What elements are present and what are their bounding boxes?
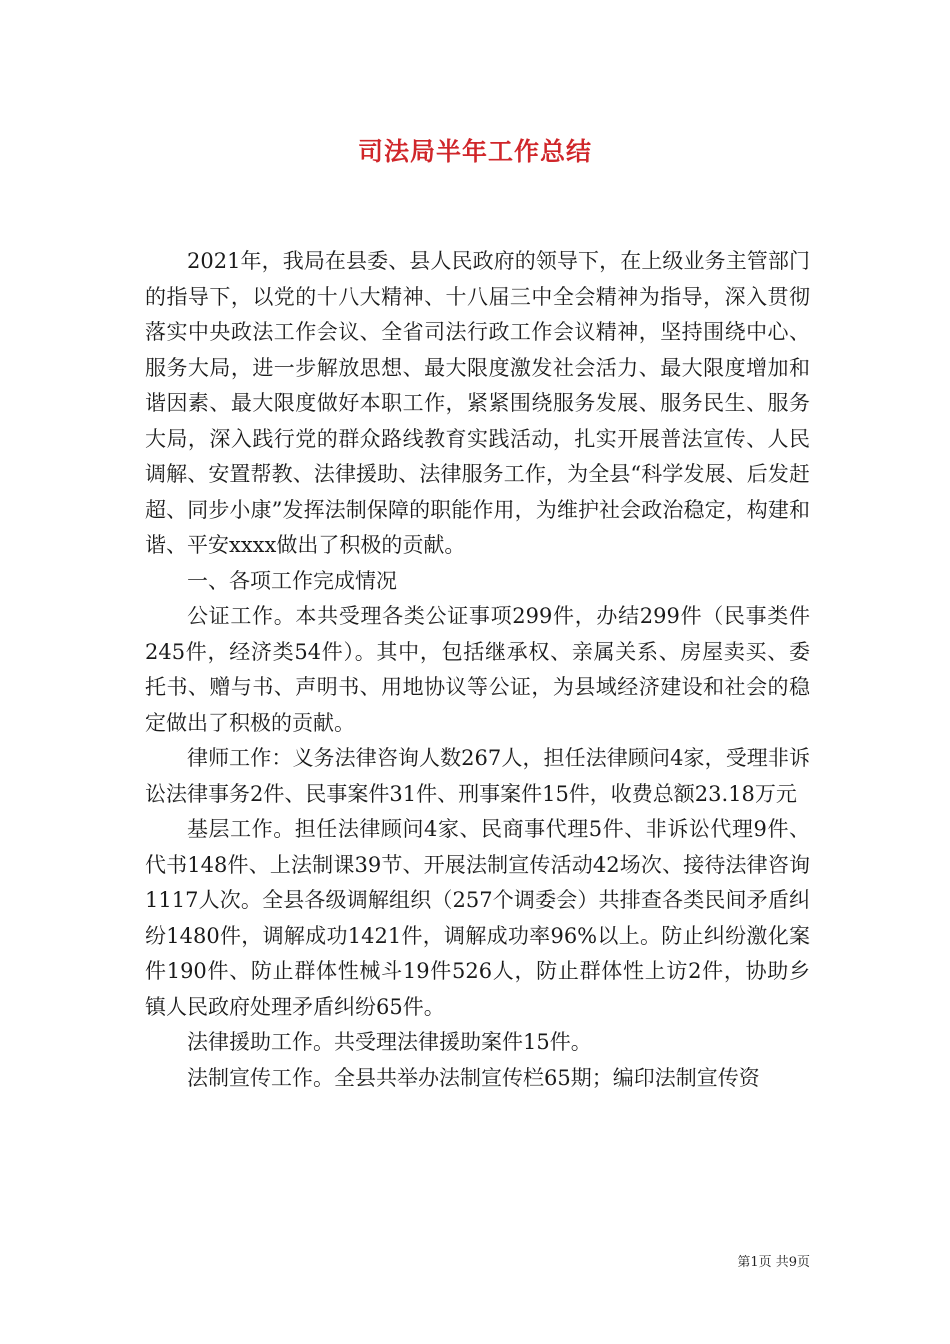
document-body (145, 244, 810, 1096)
paragraph-lawyer: 律师工作：义务法律咨询人数267人，担任法律顾问4家，受理非诉讼法律事务2件、民事案件31件、刑事案件15件，收费总额23.18万元 (145, 746, 810, 806)
page-number: 第1页 共9页 (737, 1255, 810, 1270)
paragraph-legal-aid: 法律援助工作。共受理法律援助案件15件。 (187, 1030, 592, 1054)
section-heading: 一、各项工作完成情况 (187, 568, 397, 593)
page-title: 司法局半年工作总结 (357, 137, 592, 166)
paragraph-publicity: 法制宣传工作。全县共举办法制宣传栏65期；编印法制宣传资 (187, 1065, 760, 1090)
paragraph-intro: 2021年，我局在县委、县人民政府的领导下，在上级业务主管部门的指导下，以党的十八大精神、十八届三中全会精神为指导，深入贯彻落实中央政法工作会议、全省司法行政工作会议精神，坚持围绕中心、服务大局，进一步解放思想、最大限度激发社会活力、最大限度增加和谐因素、最大限度做好本职工作，紧紧围绕服务发展、服务民生、服务大局，深入践行党的群众路线教育实践活动，扎实开展普法宣传、人民调解、安置帮教、法律援助、法律服务工作，为全县“科学发展、后发赶超、同步小康”发挥法制保障的职能作用，为维护社会政治稳定，构建和谐、平安xxxx做出了积极的贡献。 (145, 249, 810, 557)
paragraph-grassroots: 基层工作。担任法律顾问4家、民商事代理5件、非诉讼代理9件、代书148件、上法制课39节、开展法制宣传活动42场次、接待法律咨询1117人次。全县各级调解组织（257个调委会）共排查各类民间矛盾纠纷1480件，调解成功1421件，调解成功率96%以上。防止纠纷激化案件190件、防止群体性械斗19件526人，防止群体性上访2件，协助乡镇人民政府处理矛盾纠纷65件。 (145, 817, 810, 1019)
paragraph-notary: 公证工作。本共受理各类公证事项299件，办结299件（民事类件245件，经济类54件）。其中，包括继承权、亲属关系、房屋卖买、委托书、赠与书、声明书、用地协议等公证，为县域经济建设和社会的稳定做出了积极的贡献。 (145, 604, 810, 735)
